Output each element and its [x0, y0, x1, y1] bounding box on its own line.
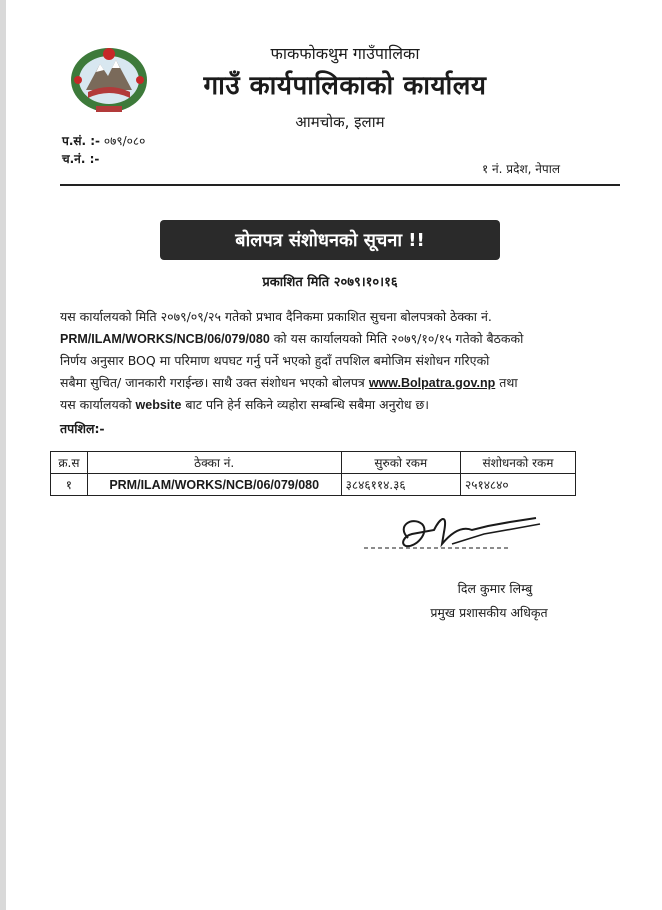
- col-header-original-amount: सुरुको रकम: [341, 452, 460, 474]
- body-line-5: [60, 394, 576, 417]
- bolpatra-link[interactable]: www.Bolpatra.gov.np: [368, 375, 496, 390]
- notice-body: [60, 306, 576, 417]
- col-header-contract: ठेक्का नं.: [87, 452, 341, 474]
- ref-no-label: प.सं. :-: [62, 134, 101, 148]
- contract-code: PRM/ILAM/WORKS/NCB/06/079/080: [60, 331, 270, 346]
- cell-revised-amount: २५१४८४०: [460, 474, 575, 496]
- dispatch-no-row: [62, 150, 145, 168]
- header-divider: [60, 184, 620, 186]
- cell-contract-no: PRM/ILAM/WORKS/NCB/06/079/080: [87, 474, 341, 496]
- body-line-1: यस कार्यालयको मिति २०७९/०९/२५ गतेको प्रभाव दैनिकमा प्रकाशित सुचना बोलपत्रको ठेक्का नं.: [60, 309, 492, 324]
- signatory-name: दिल कुमार लिम्बु: [457, 581, 533, 596]
- table-header-row: [51, 452, 576, 474]
- body-line-2: [60, 328, 576, 351]
- details-label: तपशिल:-: [60, 421, 105, 436]
- body-line-4-start: सबैमा सुचित/ जानकारी गराईन्छ। साथै उक्त संशोधन भएको बोलपत्र: [60, 374, 365, 390]
- org-name: फाकफोकथुम गाउँपालिका: [270, 44, 420, 63]
- scan-edge: [0, 0, 6, 910]
- body-line-4-end: तथा: [499, 374, 518, 390]
- cell-sn: १: [51, 474, 88, 496]
- office-title: गाउँ कार्यपालिकाको कार्यालय: [203, 71, 487, 101]
- published-date: प्रकाशित मिति २०७९।१०।१६: [262, 275, 398, 290]
- signatory-title: प्रमुख प्रशासकीय अधिकृत: [430, 605, 548, 620]
- body-line-5-start: यस कार्यालयको: [60, 397, 132, 412]
- col-header-revised-amount: संशोधनको रकम: [460, 452, 575, 474]
- signature-icon: [360, 508, 560, 564]
- col-header-sn: क्र.स: [51, 452, 88, 474]
- reference-block: [62, 132, 145, 168]
- province: १ नं. प्रदेश, नेपाल: [481, 162, 560, 176]
- ref-no-row: [62, 132, 145, 150]
- body-line-3: निर्णय अनुसार BOQ मा परिमाण थपघट गर्नु पर्ने भएको हुदाँ तपशिल बमोजिम संशोधन गरिएको: [60, 353, 490, 368]
- body-line-2-rest: को यस कार्यालयको मिति २०७९/१०/१५ गतेको बैठकको: [273, 330, 524, 346]
- ref-no-value: ०७९/०८०: [103, 134, 146, 148]
- table-row: [51, 474, 576, 496]
- dispatch-no-label: च.नं. :-: [62, 152, 100, 166]
- body-line-4: [60, 372, 576, 395]
- website-word: website: [135, 398, 182, 412]
- cell-original-amount: ३८४६११४.३६: [341, 474, 460, 496]
- notice-title: बोलपत्र संशोधनको सूचना !!: [160, 220, 500, 260]
- address: आमचोक, इलाम: [295, 113, 385, 131]
- amendment-table: [50, 451, 576, 496]
- nepal-emblem-icon: [66, 40, 152, 116]
- body-line-5-end: बाट पनि हेर्न सकिने व्यहोरा सम्बन्धि सबैमा अनुरोध छ।: [185, 397, 430, 412]
